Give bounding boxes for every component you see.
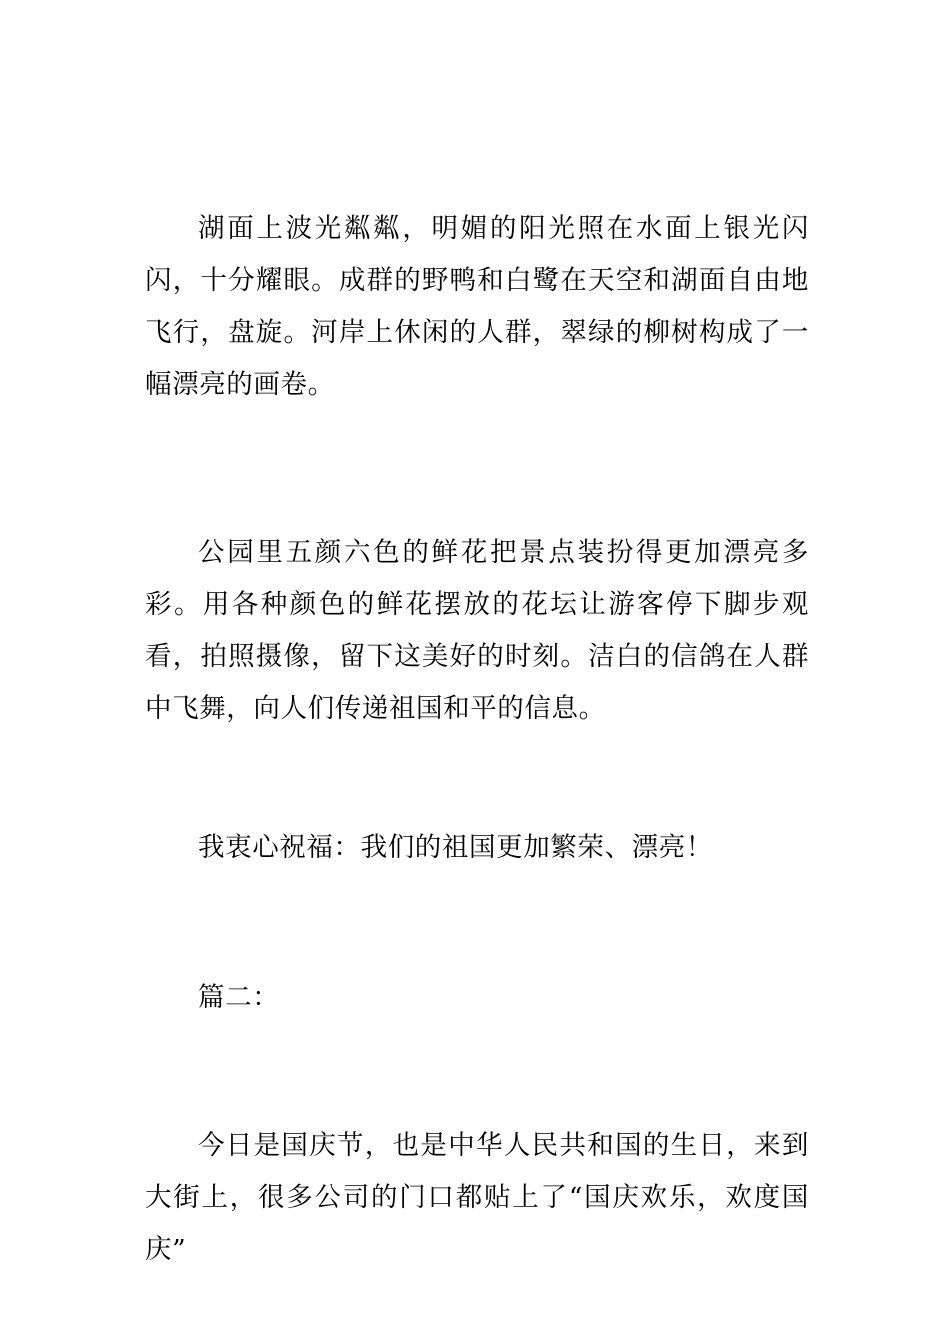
paragraph-lake: 湖面上波光粼粼，明媚的阳光照在水面上银光闪闪，十分耀眼。成群的野鸭和白鹭在天空和湖面自由地飞行，盘旋。河岸上休闲的人群，翠绿的柳树构成了一幅漂亮的画卷。	[145, 213, 809, 400]
paragraph-blessing: 我衷心祝福：我们的祖国更加繁荣、漂亮！	[198, 832, 713, 863]
paragraph-park: 公园里五颜六色的鲜花把景点装扮得更加漂亮多彩。用各种颜色的鲜花摆放的花坛让游客停下脚步观看，拍照摄像，留下这美好的时刻。洁白的信鸽在人群中飞舞，向人们传递祖国和平的信息。	[145, 537, 809, 724]
paragraph-national-day: 今日是国庆节，也是中华人民共和国的生日，来到大街上，很多公司的门口都贴上了“国庆欢乐，欢度国庆”	[145, 1130, 809, 1265]
section-heading-part-two: 篇二：	[198, 982, 280, 1013]
